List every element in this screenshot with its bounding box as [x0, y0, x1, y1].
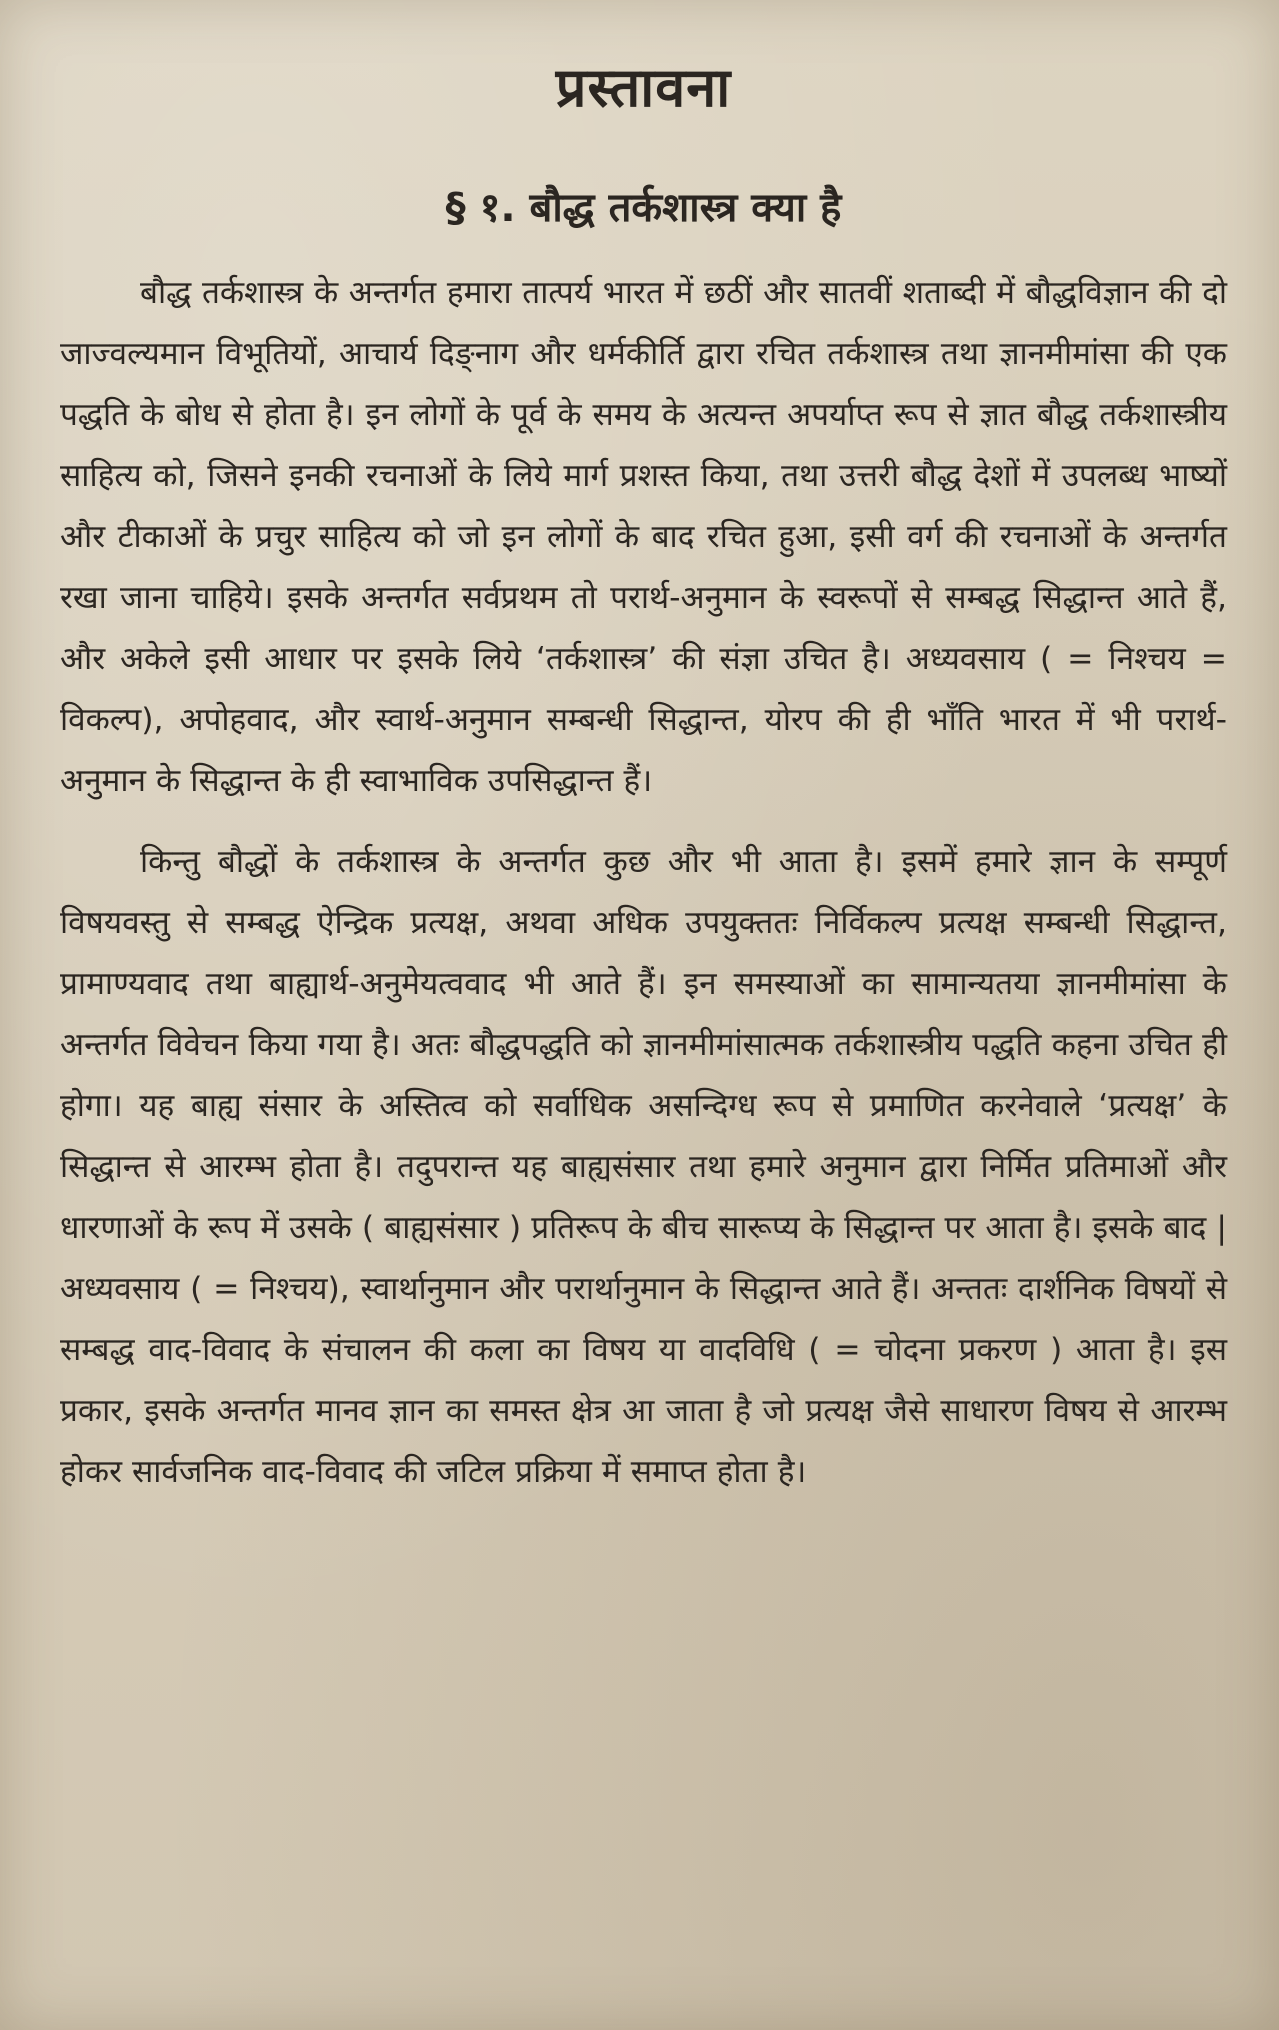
section-heading: § १. बौद्ध तर्कशास्त्र क्या है: [445, 185, 842, 231]
page-title: प्रस्तावना: [555, 56, 732, 119]
paragraph-1: बौद्ध तर्कशास्त्र के अन्तर्गत हमारा तात्पर्य भारत में छठीं और सातवीं शताब्दी में बौद्धविज्ञान की दो जाज्वल्यमान विभूतियों, आचार्य दिङ्नाग और धर्मकीर्ति द्वारा रचित तर्कशास्त्र तथा ज्ञानमीमांसा की एक पद्धति के बोध से होता है। इन लोगों के पूर्व के समय के अत्यन्त अपर्याप्त रूप से ज्ञात बौद्ध तर्कशास्त्रीय साहित्य को, जिसने इनकी रचनाओं के लिये मार्ग प्रशस्त किया, तथा उत्तरी बौद्ध देशों में उपलब्ध भाष्यों और टीकाओं के प्रचुर साहित्य को जो इन लोगों के बाद रचित हुआ, इसी वर्ग की रचनाओं के अन्तर्गत रखा जाना चाहिये। इसके अन्तर्गत सर्वप्रथम तो परार्थ-अनुमान के स्वरूपों से सम्बद्ध सिद्धान्त आते हैं, और अकेले इसी आधार पर इसके लिये ‘तर्कशास्त्र’ की संज्ञा उचित है। अध्यवसाय ( = निश्चय = विकल्प), अपोहवाद, और स्वार्थ-अनुमान सम्बन्धी सिद्धान्त, योरप की ही भाँति भारत में भी परार्थ-अनुमान के सिद्धान्त के ही स्वाभाविक उपसिद्धान्त हैं।: [60, 275, 1227, 799]
paragraph-2: किन्तु बौद्धों के तर्कशास्त्र के अन्तर्गत कुछ और भी आता है। इसमें हमारे ज्ञान के सम्पूर्ण विषयवस्तु से सम्बद्ध ऐन्द्रिक प्रत्यक्ष, अथवा अधिक उपयुक्ततः निर्विकल्प प्रत्यक्ष सम्बन्धी सिद्धान्त, प्रामाण्यवाद तथा बाह्यार्थ-अनुमेयत्ववाद भी आते हैं। इन समस्याओं का सामान्यतया ज्ञानमीमांसा के अन्तर्गत विवेचन किया गया है। अतः बौद्धपद्धति को ज्ञानमीमांसात्मक तर्कशास्त्रीय पद्धति कहना उचित ही होगा। यह बाह्य संसार के अस्तित्व को सर्वाधिक असन्दिग्ध रूप से प्रमाणित करनेवाले ‘प्रत्यक्ष’ के सिद्धान्त से आरम्भ होता है। तदुपरान्त यह बाह्यसंसार तथा हमारे अनुमान द्वारा निर्मित प्रतिमाओं और धारणाओं के रूप में उसके ( बाह्यसंसार ) प्रतिरूप के बीच सारूप्य के सिद्धान्त पर आता है। इसके बाद |अध्यवसाय ( = निश्चय), स्वार्थानुमान और परार्थानुमान के सिद्धान्त आते हैं। अन्ततः दार्शनिक विषयों से सम्बद्ध वाद-विवाद के संचालन की कला का विषय या वादविधि ( = चोदना प्रकरण ) आता है। इस प्रकार, इसके अन्तर्गत मानव ज्ञान का समस्त क्षेत्र आ जाता है जो प्रत्यक्ष जैसे साधारण विषय से आरम्भ होकर सार्वजनिक वाद-विवाद की जटिल प्रक्रिया में समाप्त होता है।: [60, 844, 1227, 1490]
